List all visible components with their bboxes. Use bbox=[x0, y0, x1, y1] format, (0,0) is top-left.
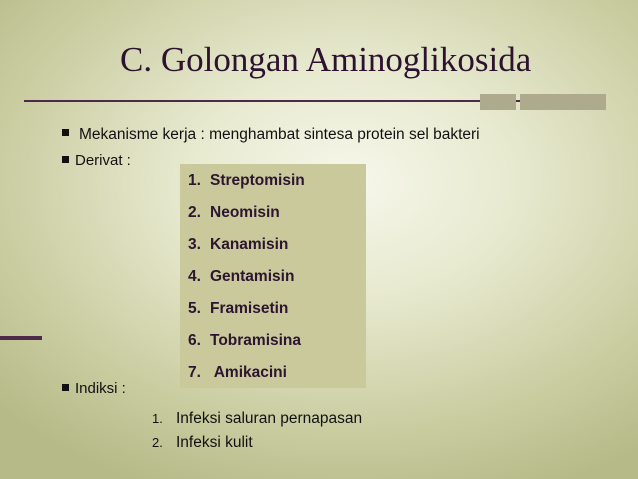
bullet-text: Mekanisme kerja : menghambat sintesa protein sel bakteri bbox=[79, 126, 480, 143]
decorative-block bbox=[520, 94, 606, 110]
square-bullet-icon bbox=[62, 156, 69, 163]
list-item: 1. Streptomisin bbox=[188, 172, 305, 189]
list-item: 7. Amikacini bbox=[188, 364, 287, 381]
decorative-block bbox=[480, 94, 516, 110]
bullet-derivat bbox=[62, 152, 131, 169]
list-item: 6. Tobramisina bbox=[188, 332, 302, 349]
bullet-text: Derivat : bbox=[75, 152, 131, 169]
list-item: 2. Infeksi kulit bbox=[152, 434, 253, 451]
title-divider bbox=[24, 100, 606, 102]
derivat-list-box bbox=[180, 164, 366, 388]
bullet-indikasi bbox=[62, 380, 126, 397]
list-item: 4. Gentamisin bbox=[188, 268, 295, 285]
decorative-left-bar bbox=[0, 336, 42, 340]
bullet-text: Indiksi : bbox=[75, 380, 126, 397]
list-item: 2. Neomisin bbox=[188, 204, 280, 221]
list-item: 3. Kanamisin bbox=[188, 236, 289, 253]
square-bullet-icon bbox=[62, 384, 69, 391]
slide-title: C. Golongan Aminoglikosida bbox=[120, 40, 532, 79]
bullet-mekanisme bbox=[62, 126, 480, 144]
list-item: 5. Framisetin bbox=[188, 300, 289, 317]
list-item: 1. Infeksi saluran pernapasan bbox=[152, 410, 363, 427]
square-bullet-icon bbox=[62, 129, 69, 136]
